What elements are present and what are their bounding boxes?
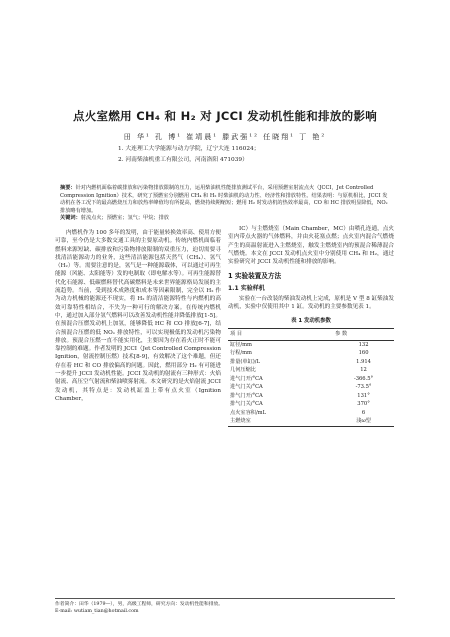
table-cell-value: 12 [360,367,367,374]
table-cell-item: 进气门开/°CA [230,375,263,382]
table-row [228,341,394,350]
table-cell-item: 排气门关/°CA [230,401,263,408]
author-list: 田 华¹ 孔 博¹ 崔靖晨¹ 滕武强¹² 任晓翔¹ 丁 艳² [123,133,327,141]
table-cell-value: 1.914 [356,358,371,365]
table-cell-value: 浅ω型 [333,418,394,427]
subsection-heading: 1.1 实验样机 [228,284,265,292]
paper-title: 点火室燃用 CH₄ 和 H₂ 对 JCCI 发动机性能和排放的影响 [72,109,378,123]
table-row [228,384,394,392]
keywords-text: 射流点火；预燃室；氢气；甲烷；排放 [80,215,169,222]
section-heading: 1 实验装置及方法 [228,272,282,281]
table-cell-item: 进气门关/°CA [230,384,263,391]
table-cell-item: 几何压缩比 [230,367,256,374]
table-cell-item: 主燃烧室 [228,418,333,427]
table-row [228,367,394,375]
subsection-paragraph: 实验在一台改装的柴油发动机上完成，原机是 V 型 8 缸柴油发动机，实验中仅使用其中 1 缸。发动机的主要参数见表 1。 [228,296,394,311]
abstract-text: 针对内燃机面临着碳排放和污染物排放限制的压力，运用柴油机性能排放测试平台，采用预燃室射流点火（JCCI，Jet Controlled Compression Ignition）技术，研究了预燃室分别燃用 CH₄ 和 H₂ 时柴油机的动力性、经济性和排放特性。结果表明：与原机相比，JCCI 发动机在各工况下的最高燃烧压力和放热率峰值均有所提高，燃烧持续期缩短；燃用 H₂ 时发动机的热效率最高，CO 和 HC 排放明显降低，NOₓ 排放略有增加。 [60,185,388,214]
abstract [60,185,390,223]
table-cell-value: 131° [357,392,370,399]
author-email: E-mail: wutiam_tian@hotmail.com [55,608,139,614]
table-cell-item: 排气门开/°CA [230,392,263,399]
affiliation-1: 1. 大连理工大学能源与动力学院，辽宁大连 116024； [118,146,260,152]
affiliation-2: 2. 河南柴油机重工有限公司，河南洛阳 471039） [118,157,248,163]
intro-continued-paragraph: IC）与主燃烧室（Main Chamber，MC）由喷孔连通，点火室内带点火器的气体燃料，并由火花塞点燃；点火室内混合气燃烧产生的高温射流进入主燃烧室，触发主燃烧室内的预混合稀薄混合气燃烧。本文在 JCCI 发动机点火室中分别使用 CH₄ 和 H₂，通过实验研究对 JCCI 发动机性能和排放的影响。 [228,226,394,266]
table-cell-value: 132 [358,341,369,348]
table-row [228,392,394,400]
abstract-label: 摘要： [60,185,76,191]
table-row [228,409,394,417]
table-cell-value: 160 [358,350,369,357]
table-row [228,418,394,427]
table-header-item: 项 目 [228,328,333,340]
table-caption: 表 1 发动机参数 [291,317,331,324]
table-header-value: 参 数 [333,328,394,340]
intro-paragraph: 内燃机作为 100 多年的发明，由于能量转换效率高、使用方便可靠，至今仍是大多数交通工具的主要原动机。传统内燃机面临着燃料来源短缺、碳排放和污染物排放限制的双重压力，迫切需要寻找清洁能源动力的业务，这些清洁能源包括天然气（CH₄）、氢气（H₂）等。需要注意的是，氢气是一种能源载体，可以通过可再生能源（风能、太阳能等）发的电制取（即电解水等）。可再生能源替代化石能源、低碳燃料替代高碳燃料是未来世界能源格局发展的主流趋势。当前，受到技术成熟度和成本等因素限制，完全以 H₂ 作为动力机械的能源还不现实，将 H₂ 的清洁能源特性与内燃机的高效可靠特性相结合，不失为一种可行的解决方案。在传统内燃机中，通过加入部分氢气燃料可以改善发动机性能并降低排放[1-5]。在预混合压燃发动机上加氢，能够降低 HC 和 CO 排放[6-7]，结合预混合压燃的低 NOₓ 排放特性，可以实现极低的发动机污染物排放。预混合压燃一直不能实用化，主要因为存在着火正时不能可靠控制的难题。作者发明的 JCCI（Jet Controlled Compression Ignition，射流控制压燃）技术[8-9]，有效解决了这个难题，但还存在着 HC 和 CO 排放偏高的问题。因此，燃用部分 H₂ 有可能进一步提升 JCCI 发动机性能。JCCI 发动机的射流有三种形式：火焰射流、高压空气射流和柴油喷雾射流。本文研究的是火焰射流 JCCI 发动机，其特点是：发动机缸盖上带有点火室（Ignition Chamber， [55,230,221,402]
right-column [228,225,394,427]
author-bio: 作者简介：田华（1979—），男，高级工程师，研究方向：发动机性能和排放。 [55,602,224,607]
table-cell-value: -366.5° [353,375,374,382]
left-column [55,229,221,403]
footnote [55,598,395,616]
table-row [228,401,394,409]
table-row [228,350,394,358]
table-cell-item: 排量(单缸)/L [230,358,260,365]
table-cell-item: 缸径/mm [230,341,252,348]
table-cell-value: 370° [357,401,370,408]
engine-parameters-table [228,328,394,427]
table-row [228,375,394,383]
keywords-label: 关键词： [60,215,81,222]
table-cell-value: -73.5° [355,384,372,391]
table-cell-item: 行程/mm [230,350,252,357]
table-row [228,358,394,366]
table-cell-value: 6 [361,409,366,416]
table-cell-item: 点火室容积/mL [230,409,267,416]
